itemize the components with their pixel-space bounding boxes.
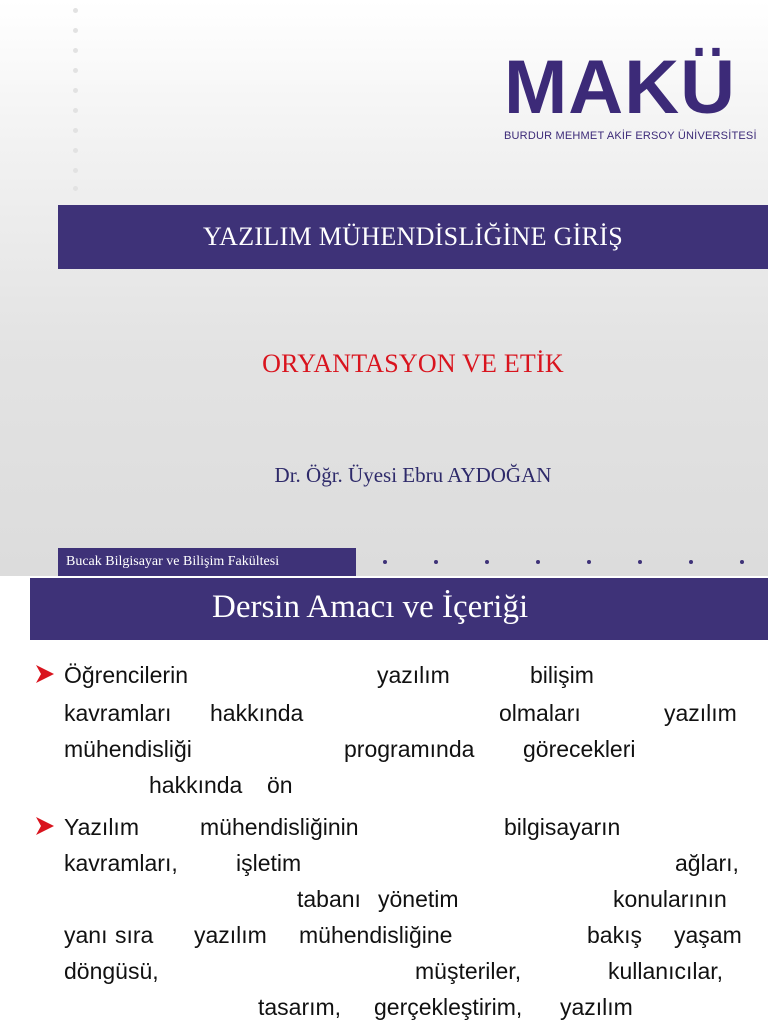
decor-dot [485, 560, 489, 564]
bullet-word: tabanı [297, 886, 361, 912]
decor-dot [73, 168, 78, 173]
bullet-item [34, 812, 750, 1024]
content-heading-band [30, 578, 768, 640]
bullet-word: ön [267, 772, 293, 798]
bullet-word: yönetim [378, 886, 459, 912]
decorative-dots-vertical [73, 8, 81, 193]
university-logo [504, 45, 757, 150]
decor-dot [434, 560, 438, 564]
faculty-band [58, 548, 356, 576]
bullet-word: Yazılım [64, 814, 139, 840]
bullet-word: bakış [587, 922, 642, 948]
bullet-word: işletim [236, 850, 302, 876]
decor-dot [638, 560, 642, 564]
topic-subtitle: ORYANTASYON VE ETİK [262, 349, 564, 378]
bullet-word: mühendisliğine [299, 922, 453, 948]
bullet-word: mühendisliği [64, 736, 192, 762]
bullet-word: hakkında [149, 772, 243, 798]
bullet-word: yanı [64, 922, 108, 948]
bullet-word: konularının [613, 886, 727, 912]
bullet-word: mühendisliğinin [200, 814, 359, 840]
decorative-dots-horizontal [370, 560, 760, 568]
bullet-word: gerçekleştirim, [374, 994, 523, 1020]
decor-dot [73, 8, 78, 13]
bullet-word: döngüsü, [64, 958, 159, 984]
logo-university-name: BURDUR MEHMET AKİF ERSOY ÜNİVERSİTESİ [504, 130, 757, 142]
decor-dot [587, 560, 591, 564]
decor-dot [73, 128, 78, 133]
bullet-item [34, 660, 750, 800]
decor-dot [73, 148, 78, 153]
bullet-word: tasarım, [258, 994, 342, 1020]
course-title-band [58, 205, 768, 269]
bullet-word: kavramları [64, 700, 172, 726]
faculty-name: Bucak Bilgisayar ve Bilişim Fakültesi [66, 554, 280, 569]
bullet-word: görecekleri [523, 736, 636, 762]
decor-dot [383, 560, 387, 564]
decor-dot [536, 560, 540, 564]
decor-dot [73, 186, 78, 191]
bullet-word: yazılım [194, 922, 267, 948]
bullet-arrow-icon [34, 814, 56, 838]
decor-dot [73, 28, 78, 33]
logo-wordmark: MAKÜ [504, 45, 736, 130]
bullet-word: programında [344, 736, 475, 762]
bullet-word: hakkında [210, 700, 304, 726]
bullet-word: yaşam [674, 922, 742, 948]
decor-dot [73, 108, 78, 113]
decor-dot [740, 560, 744, 564]
author-name: Dr. Öğr. Üyesi Ebru AYDOĞAN [274, 463, 552, 487]
decor-dot [73, 68, 78, 73]
content-heading: Dersin Amacı ve İçeriği [212, 589, 529, 625]
decor-dot [689, 560, 693, 564]
bullet-word: olmaları [499, 700, 581, 726]
bullet-word: Öğrencilerin [64, 662, 188, 688]
bullet-word: kullanıcılar, [608, 958, 724, 984]
bullet-word: yazılım [664, 700, 737, 726]
bullet-arrow-icon [34, 662, 56, 686]
decor-dot [73, 88, 78, 93]
bullet-word: müşteriler, [415, 958, 522, 984]
course-title: YAZILIM MÜHENDİSLİĞİNE GİRİŞ [202, 222, 624, 251]
bullet-word: bilgisayarın [504, 814, 621, 840]
bullet-word: sıra [115, 922, 154, 948]
bullet-word: yazılım [377, 662, 450, 688]
bullet-word: yazılım [560, 994, 633, 1020]
bullet-word: ağları, [675, 850, 739, 876]
bullet-word: kavramları, [64, 850, 178, 876]
bullet-word: bilişim [530, 662, 594, 688]
decor-dot [73, 48, 78, 53]
